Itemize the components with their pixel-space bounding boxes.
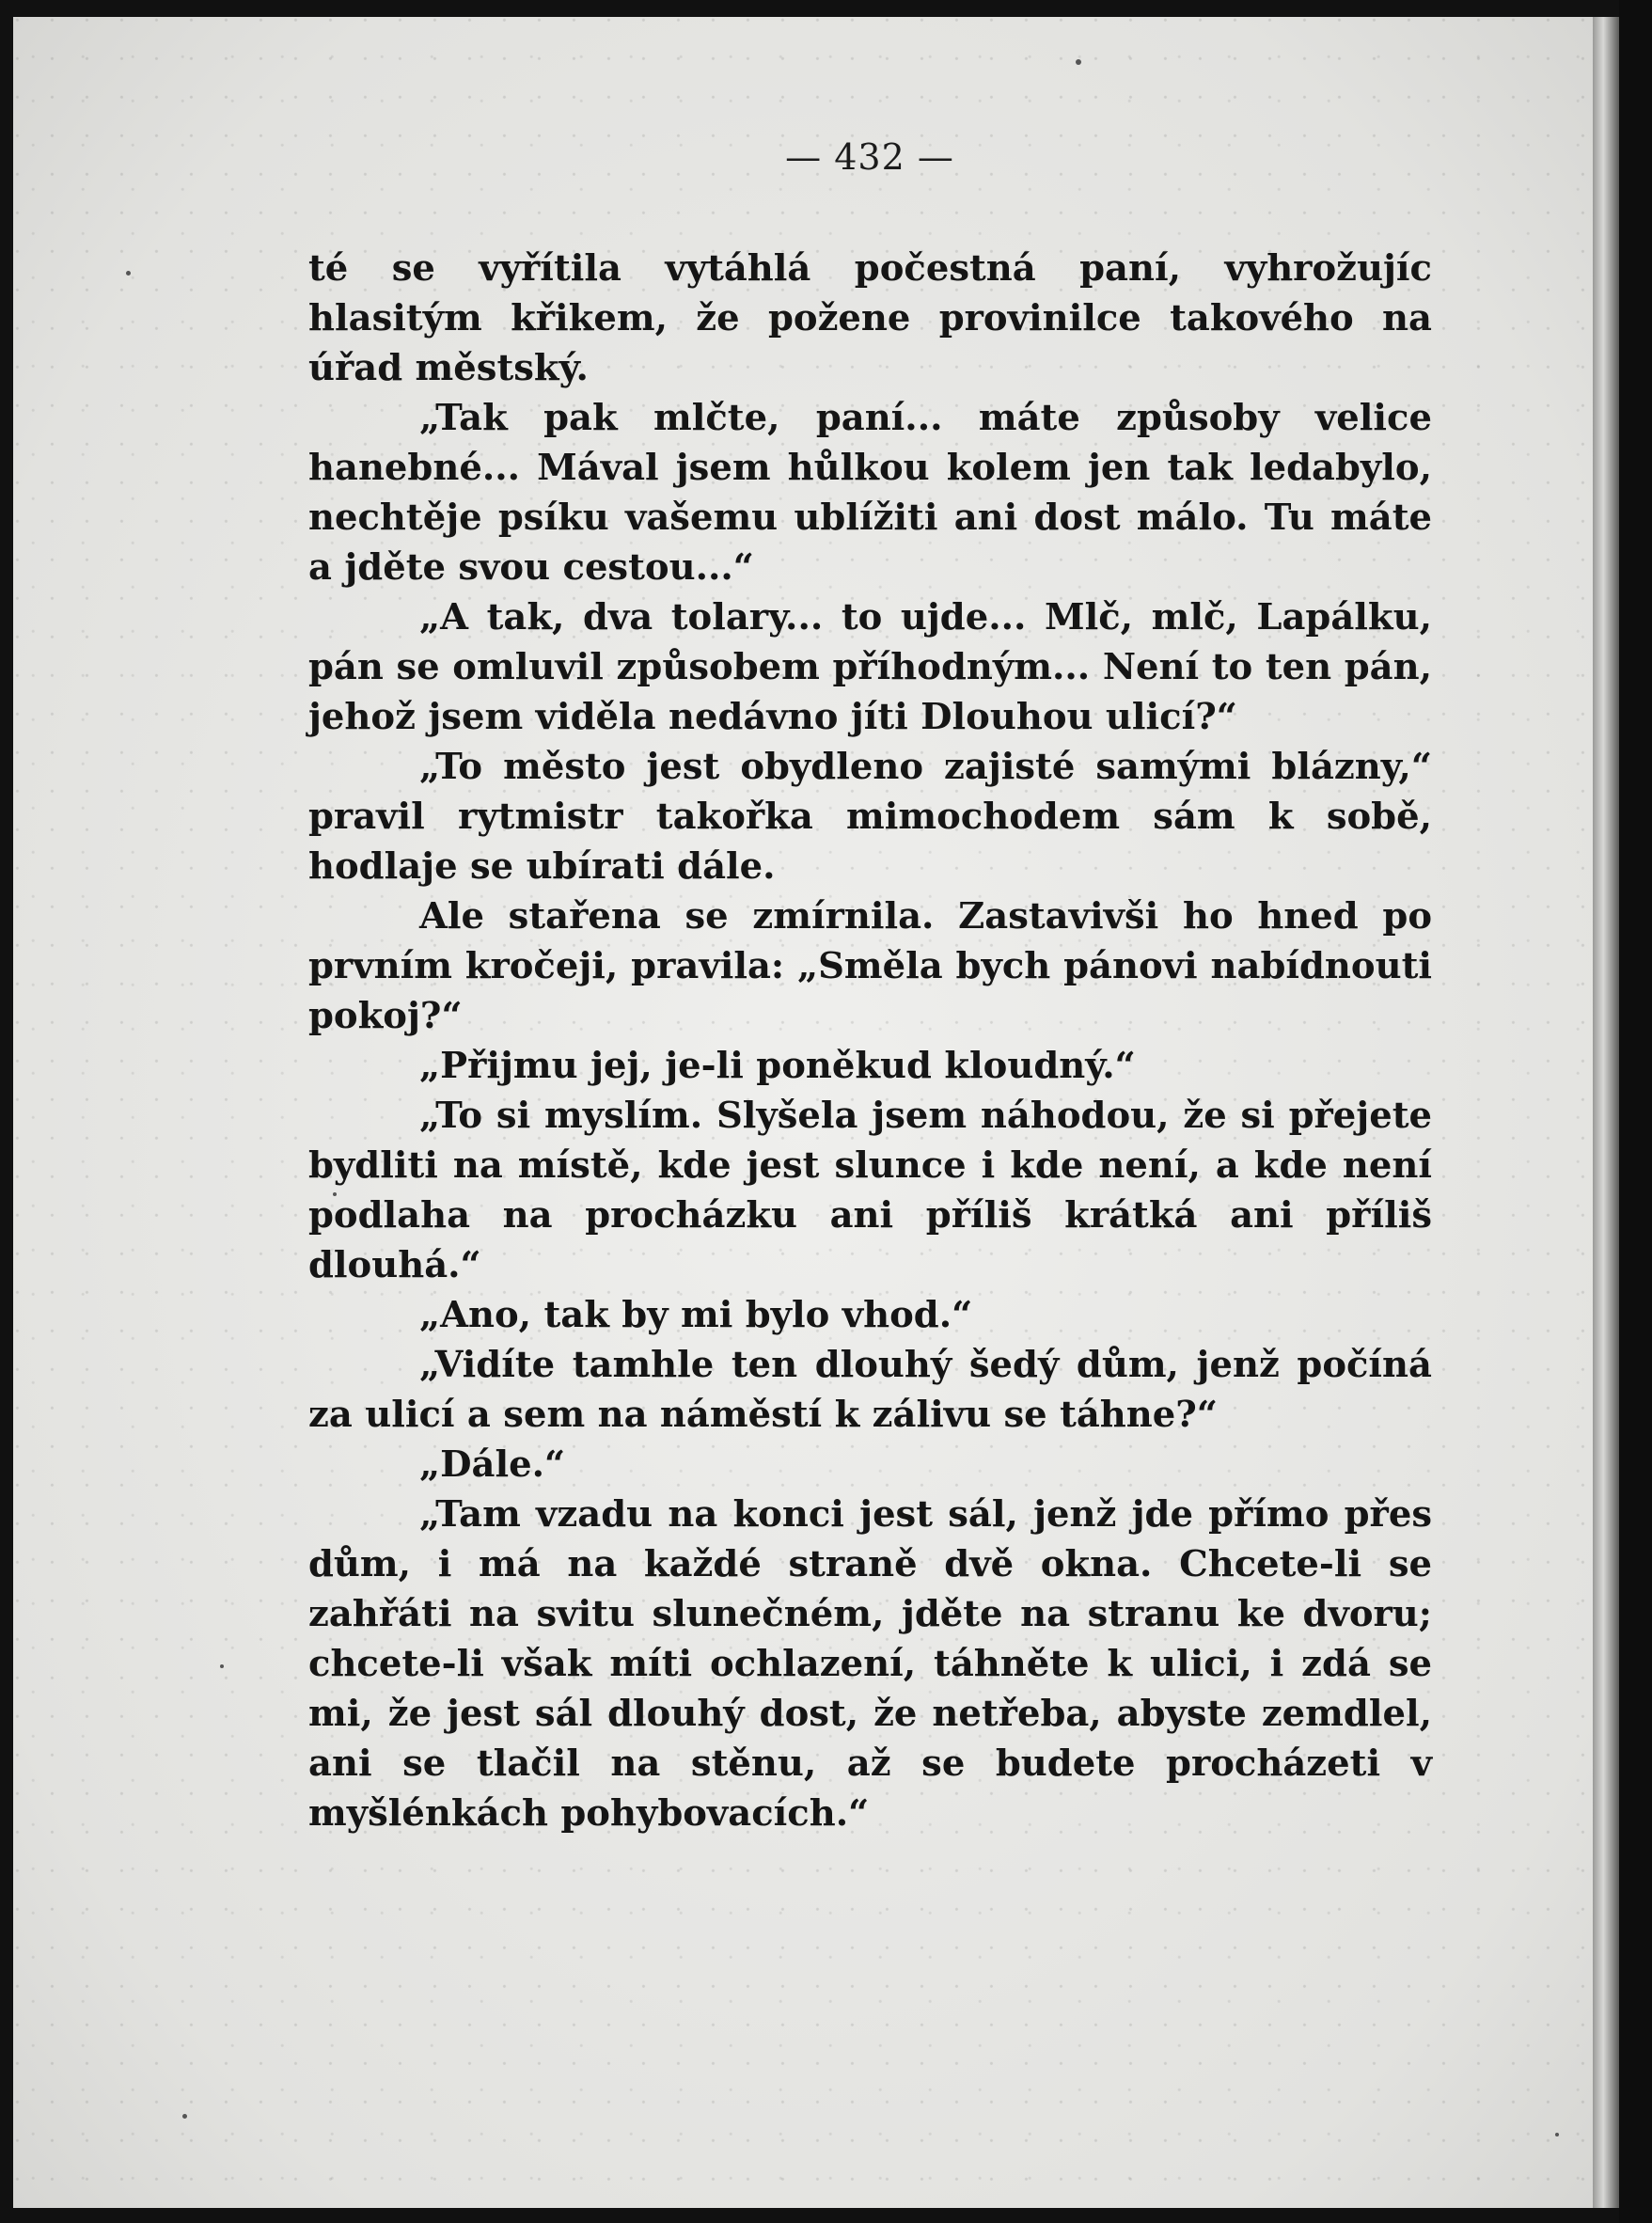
paragraph: „Dále.“ xyxy=(419,1443,566,1486)
paragraph: „Přijmu jej, je-li poněkud kloudný.“ xyxy=(419,1045,1136,1087)
page-edge xyxy=(1593,17,1619,2208)
paragraph: „Ano, tak by mi bylo vhod.“ xyxy=(419,1294,973,1336)
paragraph: „To město jest obydleno zajisté samými blázny,“ pravil rytmistr takořka mimochodem sám k sobě, hodlaje se ubírati dále. xyxy=(308,746,1432,888)
body-text xyxy=(308,244,1432,1838)
paragraph: té se vyřítila vytáhlá počestná paní, vyhrožujíc hlasitým křikem, že požene provinilce takového na úřad městský. xyxy=(308,247,1432,389)
page-number: — 432 — xyxy=(785,136,954,178)
dust-speck xyxy=(1555,2133,1559,2136)
paragraph: Ale stařena se zmírnila. Zastavivši ho hned po prvním kročeji, pravila: „Směla bych pánovi nabídnouti pokoj?“ xyxy=(308,895,1432,1037)
paragraph: „Tak pak mlčte, paní... máte způsoby velice hanebné... Mával jsem hůlkou kolem jen tak ledabylo, nechtěje psíku vašemu ublížiti ani dost málo. Tu máte a jděte svou cestou...“ xyxy=(308,397,1432,589)
paragraph: „A tak, dva tolary... to ujde... Mlč, mlč, Lapálku, pán se omluvil způsobem příhodným... Není to ten pán, jehož jsem viděla nedávno jíti Dlouhou ulicí?“ xyxy=(308,596,1432,738)
dust-speck xyxy=(126,271,131,276)
paragraph: „To si myslím. Slyšela jsem náhodou, že si přejete bydliti na místě, kde jest slunce i kde není, a kde není podlaha na procházku ani příliš krátká ani příliš dlouhá.“ xyxy=(308,1095,1432,1286)
dust-speck xyxy=(220,1664,224,1668)
book-spine xyxy=(1619,0,1652,2223)
dust-speck xyxy=(182,2114,187,2119)
paragraph: „Vidíte tamhle ten dlouhý šedý dům, jenž počíná za ulicí a sem na náměstí k zálivu se táhne?“ xyxy=(308,1344,1432,1436)
dust-speck xyxy=(1076,59,1081,65)
paragraph: „Tam vzadu na konci jest sál, jenž jde přímo přes dům, i má na každé straně dvě okna. Chcete-li se zahřáti na svitu slunečném, jděte na stranu ke dvoru; chcete-li však míti ochlazení, táhněte k ulici, i zdá se mi, že jest sál dlouhý dost, že netřeba, abyste zemdlel, ani se tlačil na stěnu, až se budete procházeti v myšlénkách pohybovacích.“ xyxy=(308,1493,1432,1835)
